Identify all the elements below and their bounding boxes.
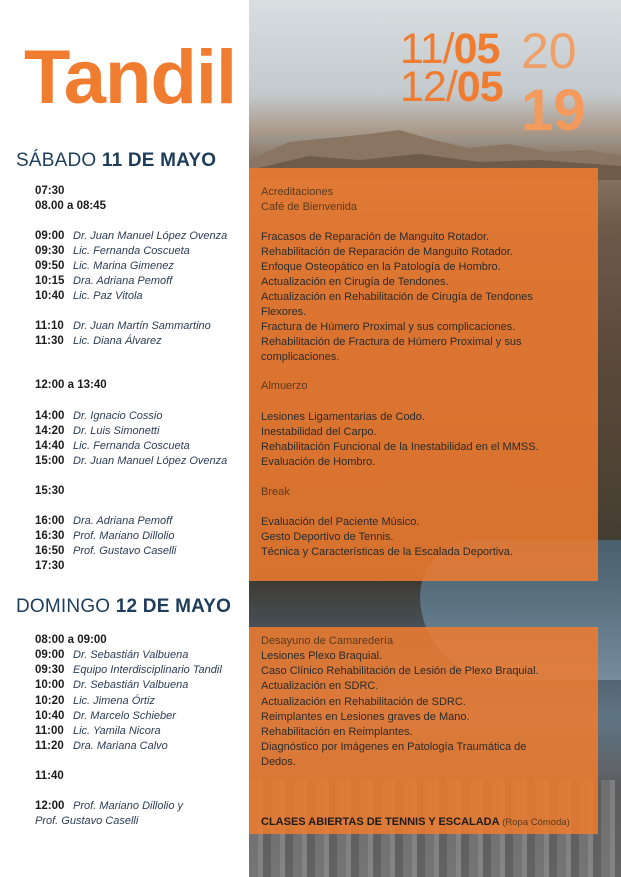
- time-label: 11:30: [35, 335, 64, 347]
- speaker-name: Lic. Diana Álvarez: [73, 335, 162, 347]
- day-label: DOMINGO: [16, 596, 111, 617]
- session-topic: [261, 545, 601, 560]
- session-topic: [261, 710, 601, 725]
- time-label: 10:00: [35, 679, 65, 691]
- session-note: (Ropa Cómoda): [502, 817, 570, 828]
- session-topic-text: Almuerzo: [261, 380, 308, 392]
- date-sunday-day: 12/: [400, 63, 457, 111]
- time-label: 09:30: [35, 245, 65, 257]
- speaker-name: Prof. Mariano Dillolio y: [73, 800, 184, 812]
- session-topic: [261, 425, 601, 440]
- date-saturday-day: 11/: [400, 25, 454, 73]
- speaker-name: Dr. Juan Martín Sammartino: [73, 320, 211, 332]
- time-label: 10:15: [35, 275, 65, 287]
- time-label: 09:00: [35, 649, 65, 661]
- session-topic: [261, 245, 601, 260]
- session-topic-text: Actualización en SDRC.: [261, 680, 379, 692]
- time-label: 07:30: [35, 185, 65, 197]
- day-heading-sunday: [16, 596, 231, 618]
- time-label: 16:30: [35, 530, 65, 542]
- speaker-name: Lic. Fernanda Coscueta: [73, 245, 190, 257]
- session-topic-text: Fracasos de Reparación de Manguito Rotador.: [261, 231, 490, 243]
- session-topic-text: Lesiones Ligamentarias de Codo.: [261, 411, 425, 423]
- time-label: 17:30: [35, 560, 65, 572]
- time-label: 09:00: [35, 230, 65, 242]
- time-label: 12:00 a 13:40: [35, 379, 107, 391]
- session-topic-text: Break: [261, 486, 290, 498]
- session-topic-text: Rehabilitación en Reimplantes.: [261, 726, 413, 738]
- session-topic: [261, 485, 601, 500]
- session-topic: [261, 649, 601, 664]
- speaker-name: Prof. Gustavo Caselli: [73, 545, 177, 557]
- speaker-name: Lic. Jimena Órtiz: [73, 695, 155, 707]
- speaker-name: Dra. Adriana Pemoff: [73, 515, 173, 527]
- day-date: 11 DE MAYO: [101, 150, 217, 171]
- time-label: 08.00 a 08:45: [35, 200, 106, 212]
- session-topic-text: Café de Bienvenida: [261, 201, 358, 213]
- time-label: 10:40: [35, 290, 65, 302]
- session-topic: [261, 740, 561, 770]
- session-topic-text: Lesiones Plexo Braquial.: [261, 650, 383, 662]
- day-heading-saturday: [16, 150, 216, 172]
- time-label: 16:00: [35, 515, 65, 527]
- time-label: 11:40: [35, 770, 64, 782]
- time-label: 14:40: [35, 440, 65, 452]
- session-topic: [261, 515, 601, 530]
- session-topic-text: Caso Clínico Rehabilitación de Lesión de Plexo Braquial.: [261, 665, 539, 677]
- session-topic-text: Técnica y Características de la Escalada Deportiva.: [261, 546, 513, 558]
- time-label: 09:30: [35, 664, 65, 676]
- time-label: 15:30: [35, 485, 65, 497]
- session-topic: [261, 320, 601, 335]
- speaker-name: Dr. Sebastián Valbuena: [73, 649, 189, 661]
- time-label: 11:20: [35, 740, 64, 752]
- time-label: 12:00: [35, 800, 65, 812]
- speaker-name: Lic. Fernanda Coscueta: [73, 440, 190, 452]
- session-topic-text: Enfoque Osteopático en la Patología de Hombro.: [261, 261, 501, 273]
- speaker-name: Equipo Interdisciplinario Tandil: [73, 664, 222, 676]
- time-label: 11:10: [35, 320, 64, 332]
- speaker-name: Dr. Ignacio Cossio: [73, 410, 163, 422]
- speaker-name: Prof. Gustavo Caselli: [35, 815, 139, 827]
- session-topic-text: Acreditaciones: [261, 186, 334, 198]
- session-topic: [261, 260, 601, 275]
- time-label: 10:40: [35, 710, 65, 722]
- day-label: SÁBADO: [16, 150, 97, 171]
- speaker-name: Dr. Marcelo Schieber: [73, 710, 176, 722]
- speaker-name: Dr. Juan Manuel López Ovenza: [73, 455, 228, 467]
- speaker-name: Dra. Adriana Pemoff: [73, 275, 173, 287]
- session-topic-text: Rehabilitación de Fractura de Húmero Proximal y sus complicaciones.: [261, 336, 522, 363]
- session-topic: [261, 275, 601, 290]
- session-topic: [261, 379, 601, 394]
- session-topic: [261, 185, 601, 200]
- session-topic: [261, 679, 601, 694]
- session-topic: [261, 230, 601, 245]
- session-topic: [261, 815, 601, 830]
- year-top: 20: [521, 23, 577, 79]
- session-topic-text: Fractura de Húmero Proximal y sus complicaciones.: [261, 321, 516, 333]
- time-label: 14:00: [35, 410, 65, 422]
- speaker-name: Lic. Paz Vitola: [73, 290, 143, 302]
- session-topic-text: Actualización en Rehabilitación de SDRC.: [261, 696, 466, 708]
- time-label: 16:50: [35, 545, 65, 557]
- session-topic: [261, 725, 601, 740]
- time-label: 08:00 a 09:00: [35, 634, 107, 646]
- time-label: 10:20: [35, 695, 65, 707]
- session-topic-text: Evaluación del Paciente Músico.: [261, 516, 420, 528]
- speaker-name: Lic. Marina Gimenez: [73, 260, 174, 272]
- speaker-name: Prof. Mariano Dillolio: [73, 530, 175, 542]
- session-topic-text: Rehabilitación de Reparación de Manguito Rotador.: [261, 246, 513, 258]
- session-topic-text: Actualización en Cirugía de Tendones.: [261, 276, 449, 288]
- session-topic-text: Evaluación de Hombro.: [261, 456, 376, 468]
- speaker-name: Dr. Juan Manuel López Ovenza: [73, 230, 228, 242]
- session-topic: [261, 335, 561, 365]
- year-bottom: 19: [521, 78, 586, 143]
- speaker-name: Dr. Luis Simonetti: [73, 425, 160, 437]
- session-topic-text: Actualización en Rehabilitación de Cirugía de Tendones Flexores.: [261, 291, 533, 318]
- session-topic-text: Gesto Deportivo de Tennis.: [261, 531, 394, 543]
- session-topic-text: Inestabilidad del Carpo.: [261, 426, 377, 438]
- session-topic: [261, 695, 601, 710]
- time-label: 11:00: [35, 725, 64, 737]
- date-sunday: [400, 63, 503, 111]
- session-topic: [261, 440, 601, 455]
- speaker-name: Dr. Sebastián Valbuena: [73, 679, 189, 691]
- date-saturday-month: 05: [453, 25, 500, 73]
- time-label: 15:00: [35, 455, 65, 467]
- session-topic-text: Desayuno de Camaredería: [261, 635, 394, 647]
- session-topic-text: Rehabilitación Funcional de la Inestabilidad en el MMSS.: [261, 441, 539, 453]
- session-topic: [261, 410, 601, 425]
- session-topic: [261, 634, 601, 649]
- session-topic: [261, 664, 601, 679]
- speaker-name: Dra. Mariana Calvo: [73, 740, 168, 752]
- session-topic: [261, 200, 601, 215]
- date-sunday-month: 05: [456, 63, 503, 111]
- session-topic: [261, 290, 561, 320]
- session-topic: [261, 530, 601, 545]
- day-date: 12 DE MAYO: [115, 596, 232, 617]
- speaker-name: Lic. Yamila Nicora: [73, 725, 161, 737]
- session-topic-text: Reimplantes en Lesiones graves de Mano.: [261, 711, 470, 723]
- time-label: 14:20: [35, 425, 65, 437]
- time-label: 09:50: [35, 260, 65, 272]
- event-title: Tandil: [24, 35, 237, 120]
- session-topic: [261, 455, 601, 470]
- session-topic-text: Diagnóstico por Imágenes en Patología Traumática de Dedos.: [261, 741, 527, 768]
- session-topic-text: CLASES ABIERTAS DE TENNIS Y ESCALADA: [261, 816, 500, 828]
